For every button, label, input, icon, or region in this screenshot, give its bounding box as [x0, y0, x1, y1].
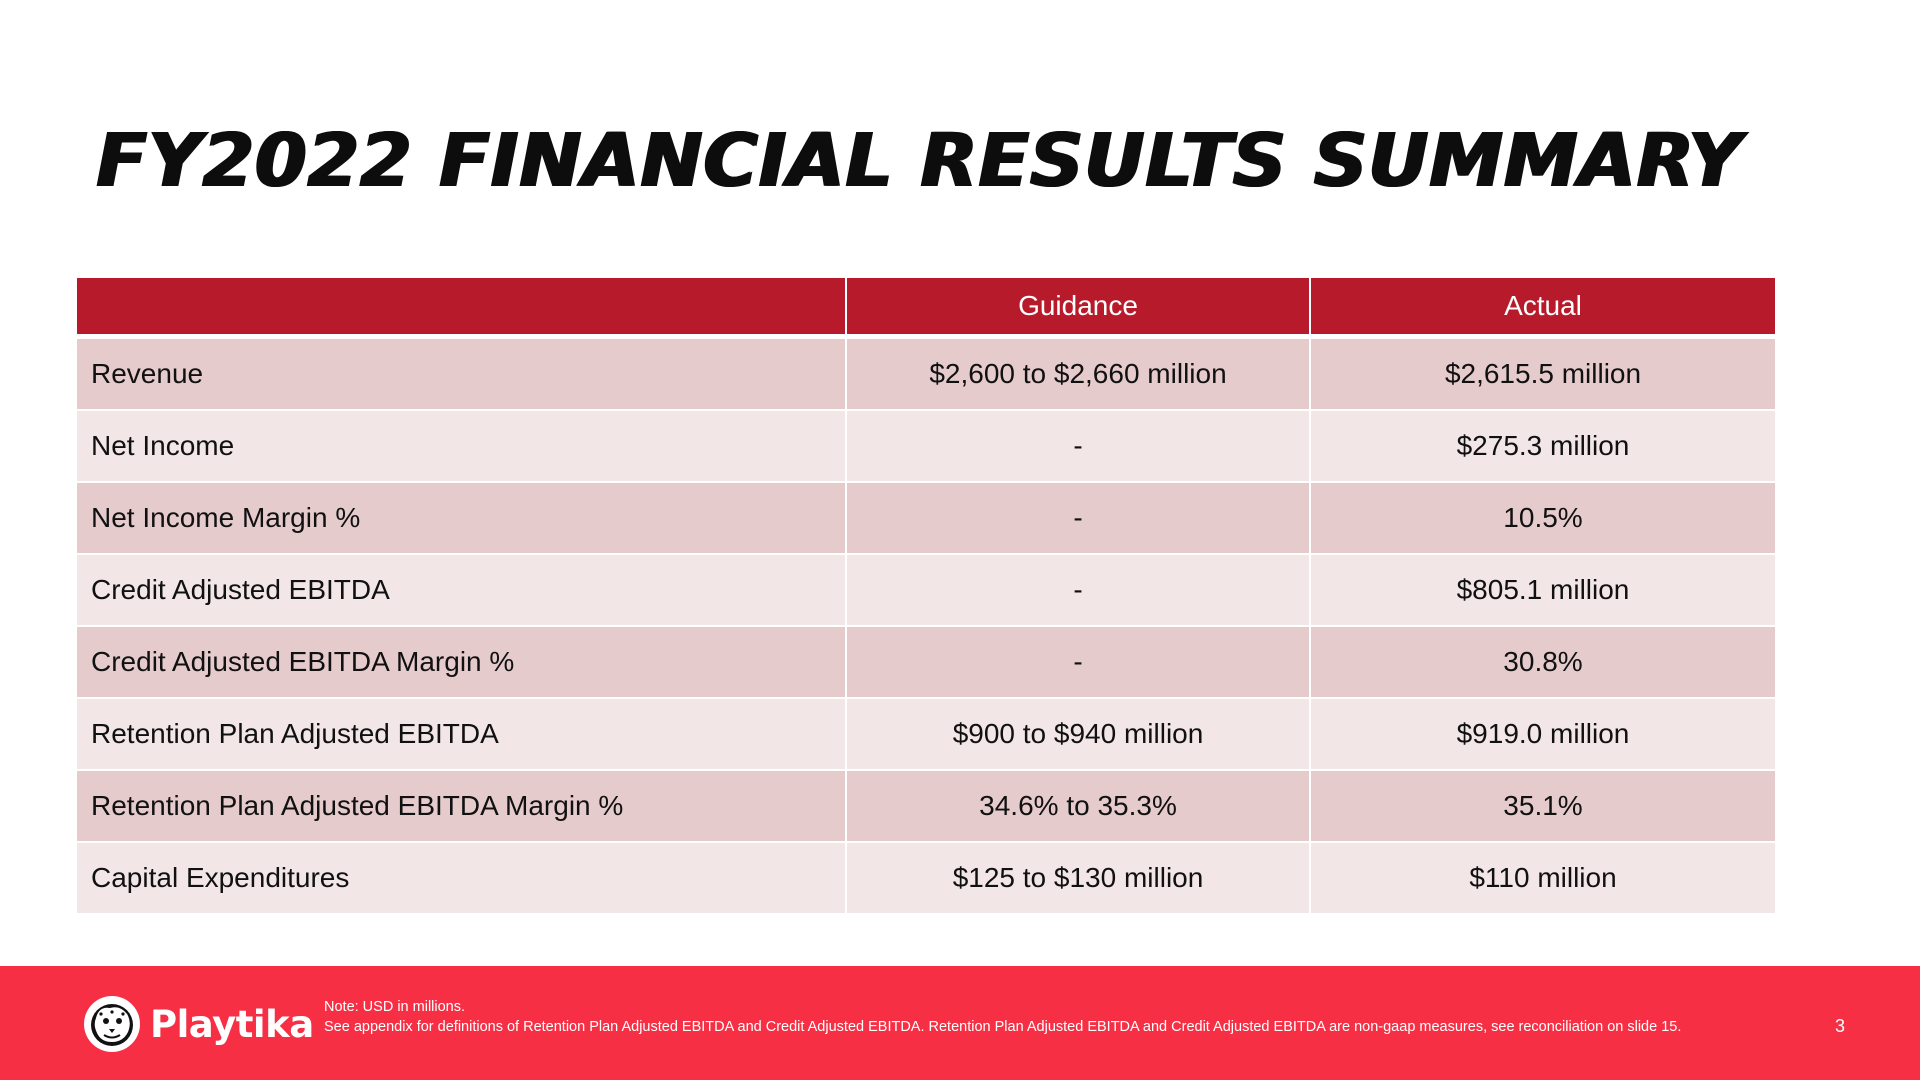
- guidance-cell: $900 to $940 million: [846, 698, 1310, 770]
- actual-cell: $110 million: [1310, 842, 1775, 914]
- guidance-cell: -: [846, 554, 1310, 626]
- metric-cell: Revenue: [77, 337, 846, 411]
- footnote-line: Note: USD in millions.: [324, 999, 466, 1015]
- footer-bar: [0, 966, 1920, 1080]
- guidance-cell: -: [846, 410, 1310, 482]
- logo-text: Playtika: [150, 1002, 314, 1046]
- guidance-cell: $2,600 to $2,660 million: [846, 337, 1310, 411]
- header-metric: [77, 278, 846, 337]
- slide-title: FY2022 FINANCIAL RESULTS SUMMARY: [96, 118, 1743, 204]
- guidance-cell: $125 to $130 million: [846, 842, 1310, 914]
- header-actual: Actual: [1310, 278, 1775, 337]
- guidance-cell: 34.6% to 35.3%: [846, 770, 1310, 842]
- table-row: [77, 410, 1775, 482]
- metric-cell: Net Income: [77, 410, 846, 482]
- guidance-cell: -: [846, 626, 1310, 698]
- metric-cell: Credit Adjusted EBITDA Margin %: [77, 626, 846, 698]
- table-row: [77, 482, 1775, 554]
- actual-cell: 10.5%: [1310, 482, 1775, 554]
- metric-cell: Capital Expenditures: [77, 842, 846, 914]
- actual-cell: $2,615.5 million: [1310, 337, 1775, 411]
- results-table: [77, 278, 1775, 915]
- playtika-logo: [82, 994, 314, 1054]
- table-header-row: [77, 278, 1775, 337]
- actual-cell: $805.1 million: [1310, 554, 1775, 626]
- metric-cell: Credit Adjusted EBITDA: [77, 554, 846, 626]
- actual-cell: $919.0 million: [1310, 698, 1775, 770]
- actual-cell: 35.1%: [1310, 770, 1775, 842]
- metric-cell: Retention Plan Adjusted EBITDA Margin %: [77, 770, 846, 842]
- table-row: [77, 770, 1775, 842]
- header-guidance: Guidance: [846, 278, 1310, 337]
- actual-cell: 30.8%: [1310, 626, 1775, 698]
- table-row: [77, 554, 1775, 626]
- metric-cell: Net Income Margin %: [77, 482, 846, 554]
- guidance-cell: -: [846, 482, 1310, 554]
- table-row: [77, 626, 1775, 698]
- footnote: [324, 998, 1744, 1037]
- metric-cell: Retention Plan Adjusted EBITDA: [77, 698, 846, 770]
- footnote-line: See appendix for definitions of Retention Plan Adjusted EBITDA and Credit Adjusted EBITDA. Retention Plan Adjusted EBITDA and Credit Adjusted EBITDA are non-gaap measures, see reconciliation on slide 15.: [324, 1018, 1682, 1035]
- leopard-head-icon: [82, 994, 142, 1054]
- table-row: [77, 842, 1775, 914]
- table-row: [77, 337, 1775, 411]
- actual-cell: $275.3 million: [1310, 410, 1775, 482]
- page-number: 3: [1835, 1016, 1846, 1036]
- table-row: [77, 698, 1775, 770]
